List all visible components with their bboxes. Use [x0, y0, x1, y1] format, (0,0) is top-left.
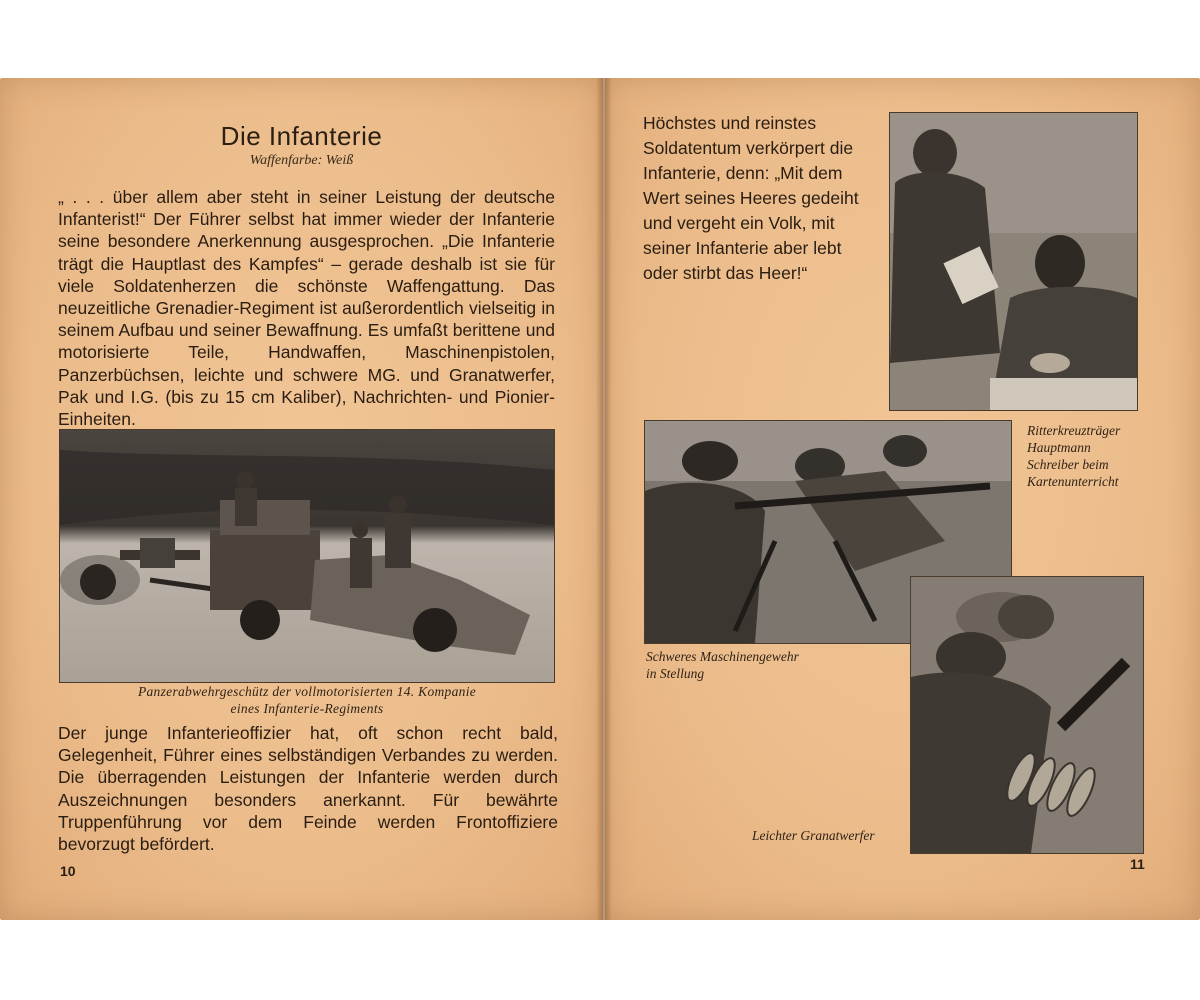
intro-paragraph-text: „ . . . über allem aber steht in seiner Leistung der deutsche Infanterist!“ Der Führer selbst hat immer wieder der Infanterie seine besondere Anerkennung ausgesprochen. „Die Infanterie trägt die Hauptlast des Kampfes“ – gerade deshalb ist sie für viele Soldatenherzen die schönste Waffengattung. Das neuzeitliche Grenadier-Regiment ist außerordentlich vielseitig in seinem Aufbau und seiner Bewaffnung. Es umfaßt berittene und motorisierte Teile, Handwaffen, Maschinenpistolen, Panzerbüchsen, leichte und schwere MG. und Granatwerfer, Pak und I.G. (bis zu 15 cm Kaliber), Nachrichten- und Pionier-Einheiten. [58, 187, 555, 430]
page-number-left: 10 [60, 863, 76, 879]
page-subtitle: Waffenfarbe: Weiß [249, 153, 354, 168]
book-gutter [596, 78, 612, 920]
photo-caption-mortar: Leichter Granatwerfer [752, 828, 875, 843]
photo-anti-tank-gun [59, 429, 555, 683]
caption-line: Hauptmann [1027, 440, 1091, 455]
caption-line: eines Infanterie-Regiments [230, 701, 384, 716]
photo-officers-map-lesson [889, 112, 1138, 411]
intro-paragraph [58, 186, 555, 430]
photo-caption-machine-gun [646, 648, 866, 682]
photo-caption-officers [1027, 422, 1177, 490]
officer-paragraph-text: Der junge Infanterieoffizier hat, oft schon recht bald, Gelegenheit, Führer eines selbständigen Verbandes zu werden. Die überragenden Leistungen der Infanterie werden durch Auszeichnungen besonders anerkannt. Für bewährte Truppenführung vor dem Feinde werden Frontoffiziere bevorzugt befördert. [58, 723, 558, 855]
caption-line: Schweres Maschinengewehr [646, 649, 799, 664]
caption-line: in Stellung [646, 666, 705, 681]
caption-line: Panzerabwehrgeschütz der vollmotorisierten 14. Kompanie [137, 684, 477, 699]
caption-line: Kartenunterricht [1027, 474, 1119, 489]
photo-light-mortar [910, 576, 1144, 854]
page-number-right: 11 [1130, 856, 1145, 872]
caption-line: Schreiber beim [1027, 457, 1109, 472]
page-title: Die Infanterie [220, 121, 383, 151]
photo-caption-anti-tank-gun [60, 683, 554, 717]
caption-line: Ritterkreuzträger [1027, 423, 1121, 438]
quote-text: Höchstes und reinstes Soldatentum verkörpert die Infanterie, denn: „Mit dem Wert seines Heeres gedeiht und vergeht ein Volk, mit seiner Infanterie aber lebt oder stirbt das Heer!“ [643, 113, 859, 283]
officer-paragraph [58, 722, 558, 855]
quote-paragraph [643, 111, 865, 286]
